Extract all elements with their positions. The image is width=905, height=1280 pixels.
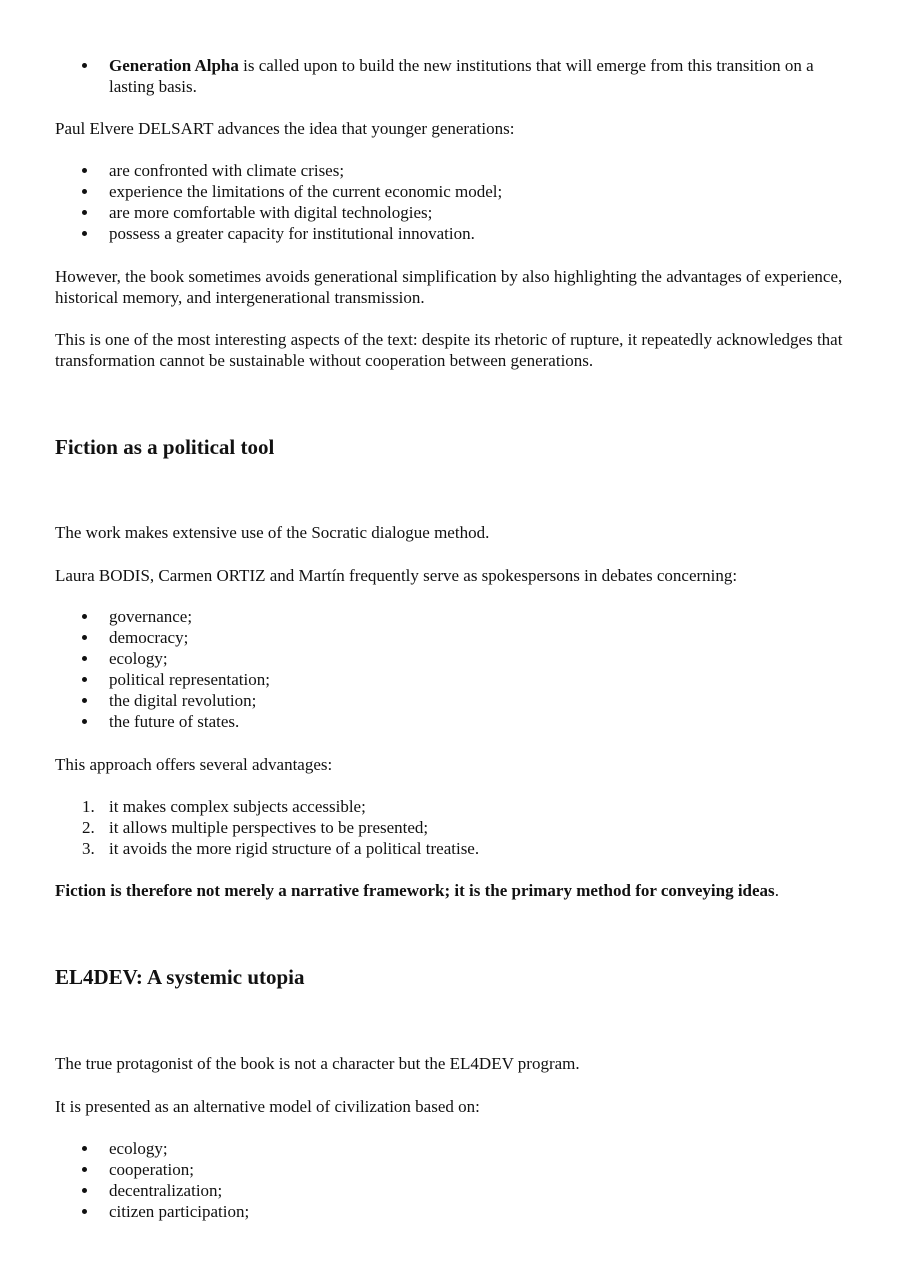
list-item-text: the digital revolution;	[109, 691, 257, 710]
list-item-text: it makes complex subjects accessible;	[109, 797, 366, 816]
list-item-text: ecology;	[109, 649, 168, 668]
bullet-icon	[82, 231, 87, 236]
list-item-text: experience the limitations of the current economic model;	[109, 182, 503, 201]
list-item-text: democracy;	[109, 628, 189, 647]
bullet-icon	[82, 698, 87, 703]
advantages-list	[55, 796, 855, 859]
list-item-text: is called upon to build the new institutions that will emerge from this transition on a lasting basis.	[109, 56, 814, 96]
list-item	[55, 202, 855, 223]
list-item-text: cooperation;	[109, 1160, 194, 1179]
paragraph: However, the book sometimes avoids generational simplification by also highlighting the advantages of experience, historical memory, and intergenerational transmission.	[55, 267, 843, 307]
list-item	[55, 223, 855, 244]
list-item-text: decentralization;	[109, 1181, 223, 1200]
paragraph: The work makes extensive use of the Socratic dialogue method.	[55, 523, 490, 542]
section-heading: Fiction as a political tool	[55, 435, 275, 459]
list-item	[55, 817, 855, 838]
list-number: 1.	[82, 797, 95, 816]
paragraph: It is presented as an alternative model of civilization based on:	[55, 1097, 480, 1116]
bullet-icon	[82, 1146, 87, 1151]
list-item-text: governance;	[109, 607, 193, 626]
paragraph: This approach offers several advantages:	[55, 755, 333, 774]
bullet-icon	[82, 1167, 87, 1172]
list-item	[55, 55, 833, 97]
list-item	[55, 1201, 855, 1222]
bullet-icon	[82, 189, 87, 194]
list-item-text: it allows multiple perspectives to be presented;	[109, 818, 429, 837]
list-number: 2.	[82, 818, 95, 837]
list-item-text: possess a greater capacity for institutional innovation.	[109, 224, 475, 243]
model-list	[55, 1138, 855, 1222]
bullet-icon	[82, 656, 87, 661]
paragraph: The true protagonist of the book is not a character but the EL4DEV program.	[55, 1054, 580, 1073]
list-item	[55, 669, 855, 690]
intro-list	[55, 55, 855, 97]
list-item-text: ecology;	[109, 1139, 168, 1158]
bullet-icon	[82, 1188, 87, 1193]
list-item	[55, 1159, 855, 1180]
bullet-icon	[82, 635, 87, 640]
list-item-text: the future of states.	[109, 712, 240, 731]
bullet-icon	[82, 168, 87, 173]
list-item-text: are confronted with climate crises;	[109, 161, 345, 180]
paragraph: This is one of the most interesting aspects of the text: despite its rhetoric of rupture, it repeatedly acknowledges that transformation cannot be sustainable without cooperation between generations.	[55, 330, 843, 370]
list-item-text: political representation;	[109, 670, 270, 689]
list-number: 3.	[82, 839, 95, 858]
list-item	[55, 711, 855, 732]
list-item	[55, 1138, 855, 1159]
conclusion-paragraph	[55, 880, 875, 901]
topics-list	[55, 606, 855, 732]
bullet-icon	[82, 677, 87, 682]
conclusion-bold: Fiction is therefore not merely a narrative framework; it is the primary method for conveying ideas	[55, 881, 775, 900]
list-item-text: are more comfortable with digital technologies;	[109, 203, 433, 222]
bullet-icon	[82, 210, 87, 215]
bullet-icon	[82, 719, 87, 724]
list-item	[55, 1180, 855, 1201]
list-item-text: citizen participation;	[109, 1202, 250, 1221]
conclusion-end: .	[774, 881, 779, 900]
bullet-icon	[82, 1209, 87, 1214]
list-item	[55, 796, 855, 817]
bullet-icon	[82, 614, 87, 619]
list-item	[55, 648, 855, 669]
paragraph: Laura BODIS, Carmen ORTIZ and Martín frequently serve as spokespersons in debates concerning:	[55, 566, 738, 585]
bullet-icon	[82, 63, 87, 68]
list-item	[55, 690, 855, 711]
list-item	[55, 181, 855, 202]
list-item	[55, 606, 855, 627]
paragraph: Paul Elvere DELSART advances the idea that younger generations:	[55, 119, 515, 138]
list-item	[55, 160, 855, 181]
list-item	[55, 838, 855, 859]
list-item-bold: Generation Alpha	[109, 56, 239, 75]
generations-list	[55, 160, 855, 244]
section-heading: EL4DEV: A systemic utopia	[55, 965, 305, 989]
list-item-text: it avoids the more rigid structure of a political treatise.	[109, 839, 480, 858]
list-item	[55, 627, 855, 648]
